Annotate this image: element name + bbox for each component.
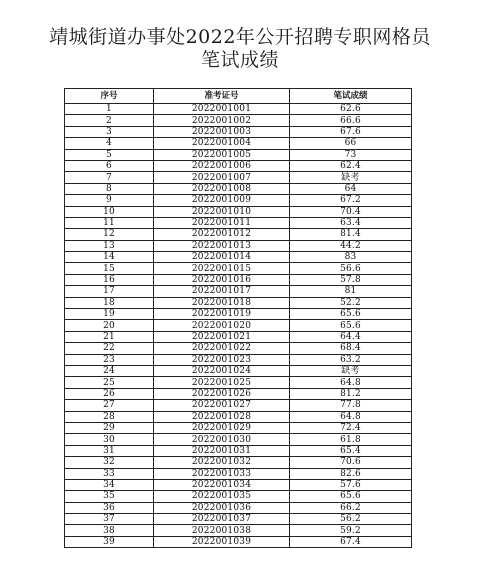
table-row — [65, 217, 412, 228]
cell-written-score: 70.6 — [290, 457, 412, 468]
table-row — [65, 331, 412, 342]
cell-admission-ticket: 2022001027 — [154, 400, 290, 411]
cell-written-score: 56.2 — [290, 514, 412, 525]
cell-admission-ticket: 2022001018 — [154, 297, 290, 308]
cell-serial-number: 36 — [65, 502, 154, 513]
cell-admission-ticket: 2022001012 — [154, 229, 290, 240]
table-row — [65, 195, 412, 206]
cell-admission-ticket: 2022001024 — [154, 365, 290, 376]
cell-admission-ticket: 2022001019 — [154, 309, 290, 320]
cell-admission-ticket: 2022001028 — [154, 411, 290, 422]
cell-serial-number: 25 — [65, 377, 154, 388]
cell-serial-number: 11 — [65, 217, 154, 228]
cell-written-score: 81 — [290, 286, 412, 297]
cell-admission-ticket: 2022001020 — [154, 320, 290, 331]
table-row — [65, 160, 412, 171]
cell-serial-number: 37 — [65, 514, 154, 525]
header-serial-number: 序号 — [65, 89, 154, 104]
cell-admission-ticket: 2022001031 — [154, 445, 290, 456]
table-row — [65, 343, 412, 354]
table-row — [65, 479, 412, 490]
cell-serial-number: 17 — [65, 286, 154, 297]
cell-admission-ticket: 2022001006 — [154, 160, 290, 171]
cell-written-score: 66.2 — [290, 502, 412, 513]
cell-written-score: 72.4 — [290, 422, 412, 433]
cell-serial-number: 27 — [65, 400, 154, 411]
cell-serial-number: 14 — [65, 252, 154, 263]
header-admission-ticket: 准考证号 — [154, 89, 290, 104]
table-row — [65, 525, 412, 536]
cell-written-score: 缺考 — [290, 365, 412, 376]
table-row — [65, 252, 412, 263]
cell-written-score: 59.2 — [290, 525, 412, 536]
table-row — [65, 320, 412, 331]
cell-serial-number: 7 — [65, 172, 154, 183]
cell-admission-ticket: 2022001008 — [154, 183, 290, 194]
cell-serial-number: 18 — [65, 297, 154, 308]
cell-serial-number: 28 — [65, 411, 154, 422]
cell-admission-ticket: 2022001021 — [154, 331, 290, 342]
table-row — [65, 297, 412, 308]
cell-written-score: 82.6 — [290, 468, 412, 479]
cell-serial-number: 23 — [65, 354, 154, 365]
cell-serial-number: 30 — [65, 434, 154, 445]
cell-written-score: 65.6 — [290, 309, 412, 320]
cell-admission-ticket: 2022001039 — [154, 536, 290, 547]
cell-written-score: 70.4 — [290, 206, 412, 217]
table-row — [65, 536, 412, 547]
table-row — [65, 183, 412, 194]
cell-written-score: 64.4 — [290, 331, 412, 342]
cell-serial-number: 34 — [65, 479, 154, 490]
table-row — [65, 514, 412, 525]
cell-admission-ticket: 2022001002 — [154, 115, 290, 126]
cell-written-score: 64.8 — [290, 411, 412, 422]
cell-admission-ticket: 2022001001 — [154, 104, 290, 115]
table-row — [65, 115, 412, 126]
cell-admission-ticket: 2022001033 — [154, 468, 290, 479]
cell-written-score: 73 — [290, 149, 412, 160]
cell-serial-number: 35 — [65, 491, 154, 502]
cell-written-score: 81.4 — [290, 229, 412, 240]
cell-written-score: 77.8 — [290, 400, 412, 411]
cell-serial-number: 9 — [65, 195, 154, 206]
cell-written-score: 65.4 — [290, 445, 412, 456]
cell-serial-number: 13 — [65, 240, 154, 251]
cell-admission-ticket: 2022001034 — [154, 479, 290, 490]
cell-admission-ticket: 2022001023 — [154, 354, 290, 365]
cell-serial-number: 22 — [65, 343, 154, 354]
cell-written-score: 56.6 — [290, 263, 412, 274]
scores-table — [64, 88, 412, 548]
cell-written-score: 62.6 — [290, 104, 412, 115]
cell-serial-number: 1 — [65, 104, 154, 115]
cell-written-score: 67.6 — [290, 126, 412, 137]
cell-serial-number: 10 — [65, 206, 154, 217]
cell-written-score: 57.8 — [290, 274, 412, 285]
cell-admission-ticket: 2022001005 — [154, 149, 290, 160]
cell-serial-number: 29 — [65, 422, 154, 433]
cell-admission-ticket: 2022001004 — [154, 138, 290, 149]
cell-written-score: 缺考 — [290, 172, 412, 183]
cell-serial-number: 38 — [65, 525, 154, 536]
table-body — [65, 104, 412, 548]
cell-serial-number: 31 — [65, 445, 154, 456]
cell-admission-ticket: 2022001010 — [154, 206, 290, 217]
cell-written-score: 65.6 — [290, 491, 412, 502]
table-row — [65, 126, 412, 137]
cell-written-score: 81.2 — [290, 388, 412, 399]
cell-admission-ticket: 2022001009 — [154, 195, 290, 206]
cell-admission-ticket: 2022001007 — [154, 172, 290, 183]
cell-admission-ticket: 2022001035 — [154, 491, 290, 502]
cell-serial-number: 2 — [65, 115, 154, 126]
cell-serial-number: 4 — [65, 138, 154, 149]
cell-serial-number: 12 — [65, 229, 154, 240]
cell-written-score: 57.6 — [290, 479, 412, 490]
cell-written-score: 62.4 — [290, 160, 412, 171]
table-row — [65, 411, 412, 422]
cell-admission-ticket: 2022001026 — [154, 388, 290, 399]
cell-admission-ticket: 2022001014 — [154, 252, 290, 263]
table-row — [65, 457, 412, 468]
cell-serial-number: 5 — [65, 149, 154, 160]
cell-written-score: 64 — [290, 183, 412, 194]
table-row — [65, 229, 412, 240]
cell-written-score: 64.8 — [290, 377, 412, 388]
table-row — [65, 422, 412, 433]
cell-written-score: 67.2 — [290, 195, 412, 206]
cell-written-score: 65.6 — [290, 320, 412, 331]
cell-serial-number: 6 — [65, 160, 154, 171]
cell-admission-ticket: 2022001036 — [154, 502, 290, 513]
document-title: 靖城街道办事处2022年公开招聘专职网格员 — [49, 26, 431, 48]
cell-serial-number: 16 — [65, 274, 154, 285]
table-row — [65, 149, 412, 160]
cell-written-score: 67.4 — [290, 536, 412, 547]
table-row — [65, 445, 412, 456]
cell-admission-ticket: 2022001013 — [154, 240, 290, 251]
cell-written-score: 83 — [290, 252, 412, 263]
cell-admission-ticket: 2022001017 — [154, 286, 290, 297]
cell-admission-ticket: 2022001029 — [154, 422, 290, 433]
cell-serial-number: 33 — [65, 468, 154, 479]
table-row — [65, 400, 412, 411]
cell-serial-number: 19 — [65, 309, 154, 320]
table-header-row — [65, 89, 412, 104]
table-row — [65, 172, 412, 183]
cell-written-score: 66.6 — [290, 115, 412, 126]
cell-admission-ticket: 2022001003 — [154, 126, 290, 137]
cell-serial-number: 32 — [65, 457, 154, 468]
table-row — [65, 502, 412, 513]
table-row — [65, 388, 412, 399]
document-subtitle: 笔试成绩 — [200, 49, 279, 71]
cell-admission-ticket: 2022001037 — [154, 514, 290, 525]
cell-written-score: 52.2 — [290, 297, 412, 308]
table-row — [65, 365, 412, 376]
cell-admission-ticket: 2022001038 — [154, 525, 290, 536]
cell-written-score: 66 — [290, 138, 412, 149]
cell-written-score: 63.4 — [290, 217, 412, 228]
table-row — [65, 138, 412, 149]
cell-admission-ticket: 2022001030 — [154, 434, 290, 445]
cell-admission-ticket: 2022001011 — [154, 217, 290, 228]
table-row — [65, 263, 412, 274]
cell-written-score: 44.2 — [290, 240, 412, 251]
cell-serial-number: 39 — [65, 536, 154, 547]
cell-admission-ticket: 2022001022 — [154, 343, 290, 354]
header-written-score: 笔试成绩 — [290, 89, 412, 104]
table-row — [65, 468, 412, 479]
table-row — [65, 240, 412, 251]
cell-serial-number: 20 — [65, 320, 154, 331]
cell-serial-number: 24 — [65, 365, 154, 376]
cell-written-score: 61.8 — [290, 434, 412, 445]
cell-serial-number: 3 — [65, 126, 154, 137]
cell-serial-number: 8 — [65, 183, 154, 194]
cell-admission-ticket: 2022001025 — [154, 377, 290, 388]
cell-written-score: 68.4 — [290, 343, 412, 354]
table-row — [65, 491, 412, 502]
table-row — [65, 286, 412, 297]
table-row — [65, 377, 412, 388]
table-row — [65, 274, 412, 285]
cell-written-score: 63.2 — [290, 354, 412, 365]
cell-serial-number: 21 — [65, 331, 154, 342]
table-row — [65, 354, 412, 365]
cell-admission-ticket: 2022001015 — [154, 263, 290, 274]
cell-serial-number: 26 — [65, 388, 154, 399]
cell-admission-ticket: 2022001016 — [154, 274, 290, 285]
cell-admission-ticket: 2022001032 — [154, 457, 290, 468]
cell-serial-number: 15 — [65, 263, 154, 274]
table-row — [65, 309, 412, 320]
table-row — [65, 104, 412, 115]
table-row — [65, 206, 412, 217]
table-row — [65, 434, 412, 445]
